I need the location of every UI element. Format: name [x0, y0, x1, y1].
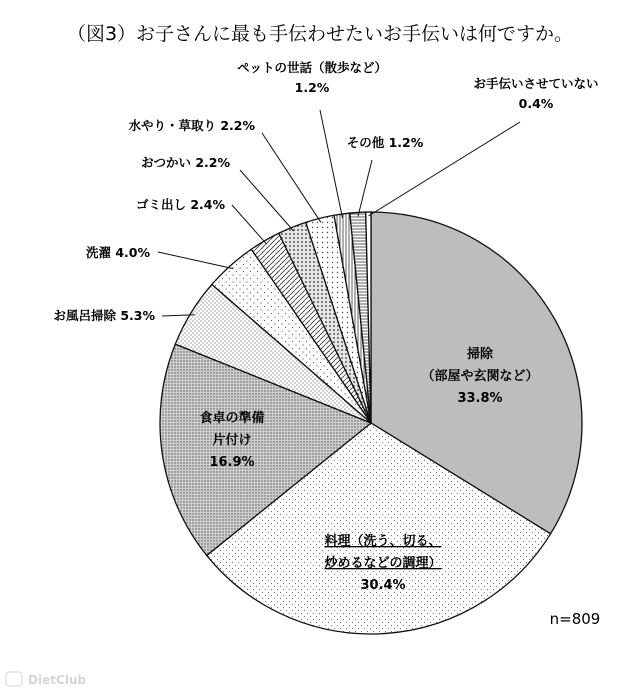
- chart-title: （図3）お子さんに最も手伝わせたいお手伝いは何ですか。: [66, 23, 574, 45]
- slice-label-1: 掃除（部屋や玄関など） 33.8%: [421, 347, 539, 406]
- leader-line-7: [240, 170, 294, 231]
- watermark-text: DietClub: [28, 673, 87, 687]
- watermark: [6, 672, 86, 687]
- leader-line-5: [158, 252, 233, 269]
- watermark-logo-icon: [6, 672, 22, 686]
- leader-line-9: [320, 110, 343, 218]
- slice-label-6: ゴミ出し 2.4%: [135, 197, 225, 212]
- slice-label-9: ペットの世話（散歩など） 1.2%: [236, 60, 388, 95]
- slice-label-7: おつかい 2.2%: [141, 155, 230, 170]
- slice-label-11: お手伝いさせていない 0.4%: [473, 76, 599, 111]
- sample-size-note: n=809: [549, 610, 601, 628]
- slice-label-3: 食卓の準備片付け 16.9%: [199, 411, 265, 470]
- leader-line-8: [262, 133, 321, 222]
- leader-line-10: [358, 160, 372, 216]
- slice-label-10: その他 1.2%: [346, 135, 424, 150]
- slice-label-4: お風呂掃除 5.3%: [53, 308, 155, 323]
- slice-label-8: 水やり・草取り 2.2%: [128, 118, 255, 133]
- leader-line-6: [232, 205, 267, 244]
- slice-label-5: 洗濯 4.0%: [85, 245, 150, 260]
- slice-label-2: 料理（洗う、切る、炒めるなどの調理） 30.4%: [324, 534, 442, 593]
